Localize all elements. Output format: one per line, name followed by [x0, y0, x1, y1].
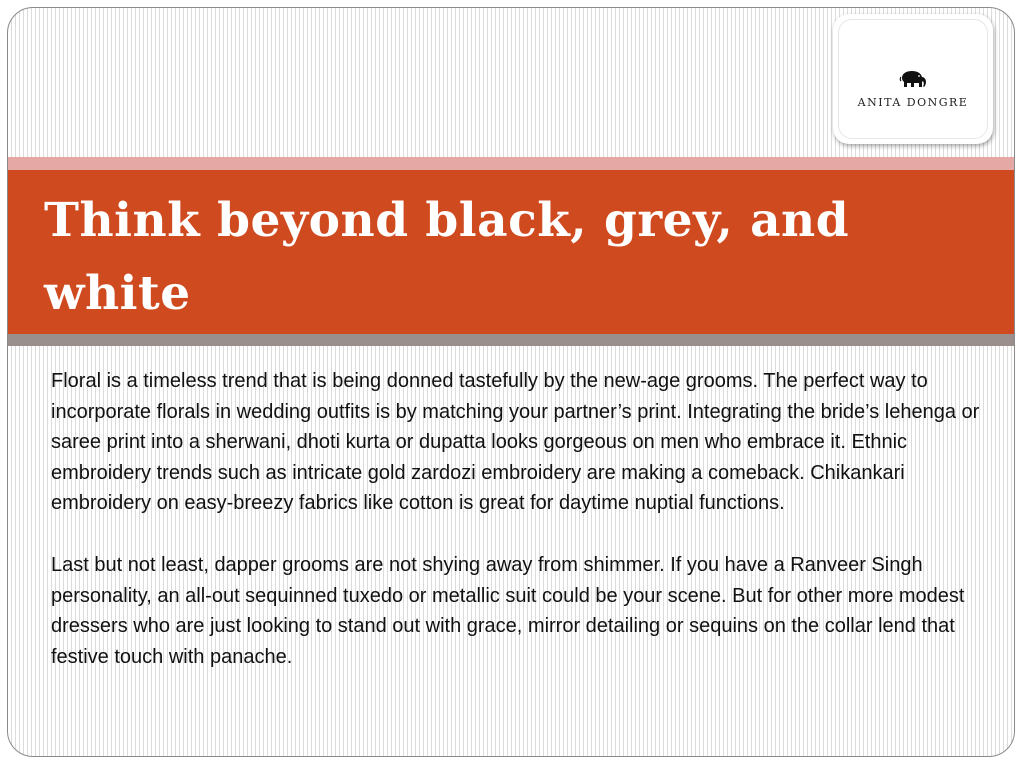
accent-band-top — [8, 157, 1014, 170]
body-paragraph: Floral is a timeless trend that is being donned tastefully by the new-age grooms. The perfect way to incorporate florals in wedding outfits is by matching your partner’s print. Integrating the bride’s lehenga or saree print into a sherwani, dhoti kurta or dupatta looks gorgeous on men who embrace it. Ethnic embroidery trends such as intricate gold zardozi embroidery are making a comeback. Chikankari embroidery on easy-breezy fabrics like cotton is great for daytime nuptial functions. — [51, 370, 980, 515]
slide-body — [51, 366, 986, 703]
slide — [7, 7, 1015, 757]
logo-card — [833, 14, 993, 144]
elephant-icon — [899, 69, 927, 89]
slide-title: Think beyond black, grey, and white — [44, 193, 850, 321]
accent-band-bottom — [8, 334, 1014, 346]
body-paragraph: Last but not least, dapper grooms are not shying away from shimmer. If you have a Ranveer Singh personality, an all-out sequinned tuxedo or metallic suit could be your scene. But for other more modest dressers who are just looking to stand out with grace, mirror detailing or sequins on the collar lend that festive touch with panache. — [51, 553, 965, 668]
brand-name: ANITA DONGRE — [857, 96, 969, 109]
